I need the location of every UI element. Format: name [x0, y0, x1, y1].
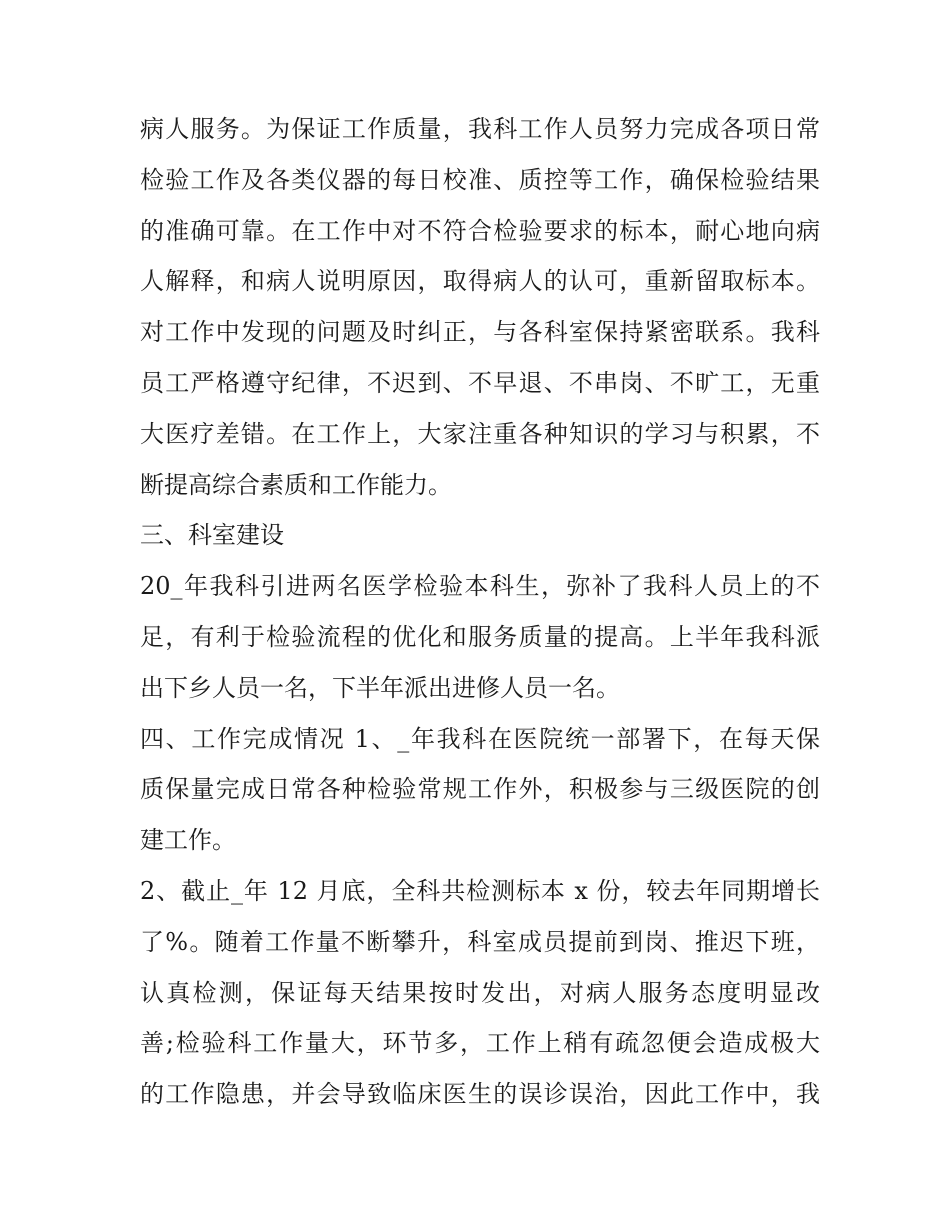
- document-body: [140, 104, 820, 1120]
- text-line: 认真检测，保证每天结果按时发出，对病人服务态度明显改: [140, 978, 820, 1007]
- text-line: 大医疗差错。在工作上，大家注重各种知识的学习与积累，不: [140, 419, 820, 448]
- text-line: 建工作。: [140, 826, 236, 855]
- text-line: 的准确可靠。在工作中对不符合检验要求的标本，耐心地向病: [140, 216, 820, 245]
- section-heading: 三、科室建设: [140, 521, 284, 550]
- text-line: 质保量完成日常各种检验常规工作外，积极参与三级医院的创: [140, 775, 820, 804]
- text-line: 断提高综合素质和工作能力。: [140, 470, 452, 499]
- section-heading-line: 四、工作完成情况 1、_年我科在医院统一部署下，在每天保: [140, 724, 820, 753]
- text-line: 人解释，和病人说明原因，取得病人的认可，重新留取标本。: [140, 267, 820, 296]
- text-line: 检验工作及各类仪器的每日校准、质控等工作，确保检验结果: [140, 165, 820, 194]
- text-line: 2、截止_年 12 月底，全科共检测标本 x 份，较去年同期增长: [140, 876, 820, 905]
- text-line: 的工作隐患，并会导致临床医生的误诊误治，因此工作中，我: [140, 1080, 820, 1109]
- text-line: 病人服务。为保证工作质量，我科工作人员努力完成各项日常: [140, 115, 820, 143]
- text-line: 对工作中发现的问题及时纠正，与各科室保持紧密联系。我科: [140, 318, 820, 347]
- text-line: 善;检验科工作量大，环节多，工作上稍有疏忽便会造成极大: [140, 1029, 820, 1058]
- text-line: 足，有利于检验流程的优化和服务质量的提高。上半年我科派: [140, 622, 820, 651]
- text-line: 员工严格遵守纪律，不迟到、不早退、不串岗、不旷工，无重: [140, 368, 820, 397]
- text-line: 出下乡人员一名，下半年派出进修人员一名。: [140, 673, 620, 702]
- text-line: 20_年我科引进两名医学检验本科生，弥补了我科人员上的不: [140, 572, 820, 601]
- text-line: 了%。随着工作量不断攀升，科室成员提前到岗、推迟下班，: [140, 927, 820, 956]
